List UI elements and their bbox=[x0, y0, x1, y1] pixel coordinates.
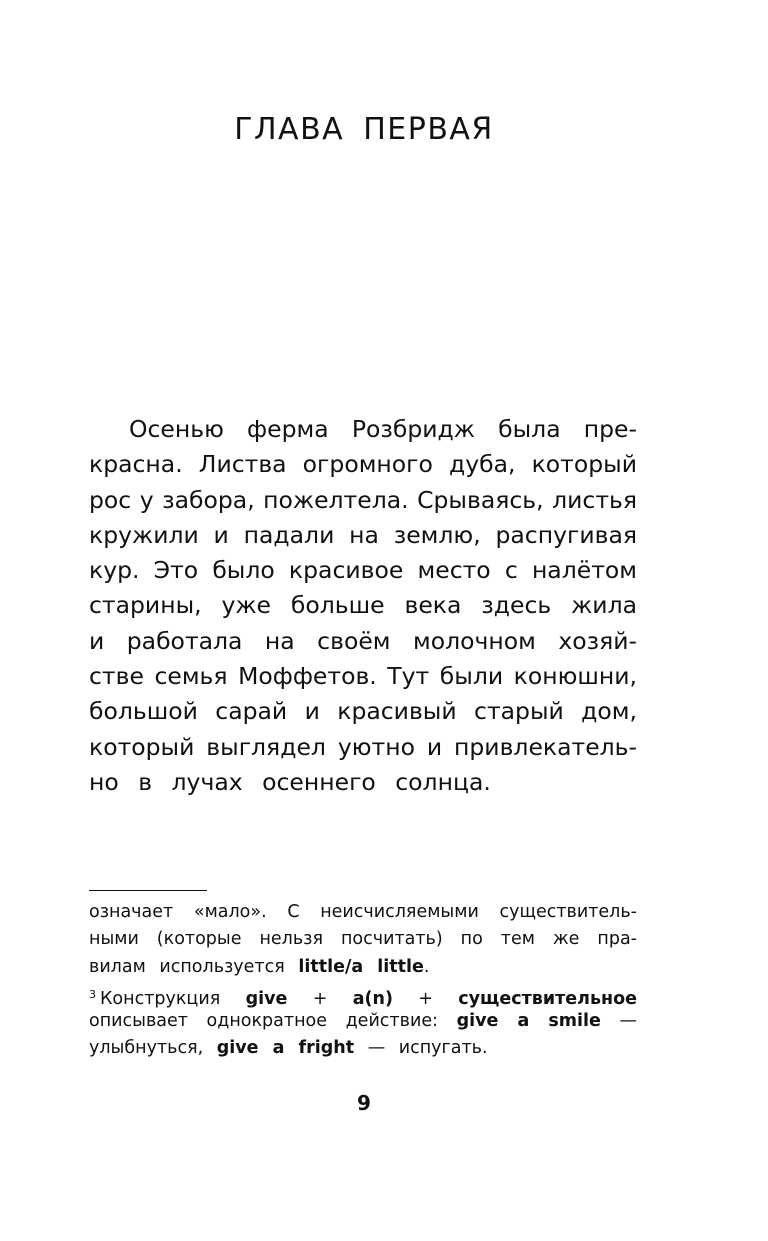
footnote-text: — испугать. bbox=[354, 1038, 488, 1059]
body-line: Осенью ферма Розбридж была пре- bbox=[129, 415, 637, 443]
footnote-term: give a smile bbox=[456, 1011, 601, 1032]
footnote-text: + bbox=[392, 988, 459, 1009]
body-line: и работала на своём молочном хозяй- bbox=[89, 626, 637, 655]
footnote-text: . bbox=[423, 956, 430, 977]
footnote-line: означает «мало». С неисчисляемыми существитель- bbox=[89, 902, 637, 922]
footnote-text: Конструкция bbox=[100, 988, 246, 1009]
body-line: но в лучах осеннего солнца. bbox=[89, 767, 491, 796]
footnote-text: + bbox=[287, 988, 353, 1009]
body-line: старины, уже больше века здесь жила bbox=[89, 591, 637, 620]
footnote-line: ными (которые нельзя посчитать) по тем же пра- bbox=[89, 929, 637, 950]
body-line: рос у забора, пожелтела. Срываясь, листья bbox=[89, 485, 637, 514]
footnote-term: существительное bbox=[458, 988, 637, 1009]
page-number: 9 bbox=[357, 1091, 371, 1115]
footnotes bbox=[89, 899, 637, 1063]
footnote-divider bbox=[89, 890, 207, 891]
body-line: стве семья Моффетов. Тут были конюшни, bbox=[89, 662, 637, 691]
footnote-text: описывает однократное действие: bbox=[89, 1011, 457, 1032]
footnote-line bbox=[89, 1008, 637, 1035]
footnote-text: вилам используется bbox=[89, 956, 299, 977]
footnote-text: улыбнуться, bbox=[89, 1038, 217, 1059]
body-line: который выглядел уютно и привлекатель- bbox=[89, 732, 637, 761]
footnote-line bbox=[89, 981, 637, 1008]
footnote-term: give bbox=[245, 988, 288, 1009]
footnote-term: give a fright bbox=[216, 1038, 355, 1059]
footnote-text: — bbox=[600, 1011, 637, 1032]
body-line: красна. Листва огромного дуба, который bbox=[89, 450, 637, 479]
footnote-line bbox=[89, 1035, 637, 1062]
body-line: кружили и падали на землю, распугивая bbox=[89, 520, 637, 549]
footnote-term: a(n) bbox=[352, 988, 393, 1009]
body-line: большой сарай и красивый старый дом, bbox=[89, 697, 637, 726]
footnote-line bbox=[89, 954, 637, 981]
body-line: кур. Это было красивое место с налётом bbox=[89, 556, 637, 585]
footnote-term: little/a little bbox=[298, 956, 424, 977]
footnote-marker: 3 bbox=[89, 987, 96, 1001]
body-text bbox=[89, 412, 637, 800]
chapter-title: ГЛАВА ПЕРВАЯ bbox=[234, 112, 494, 147]
